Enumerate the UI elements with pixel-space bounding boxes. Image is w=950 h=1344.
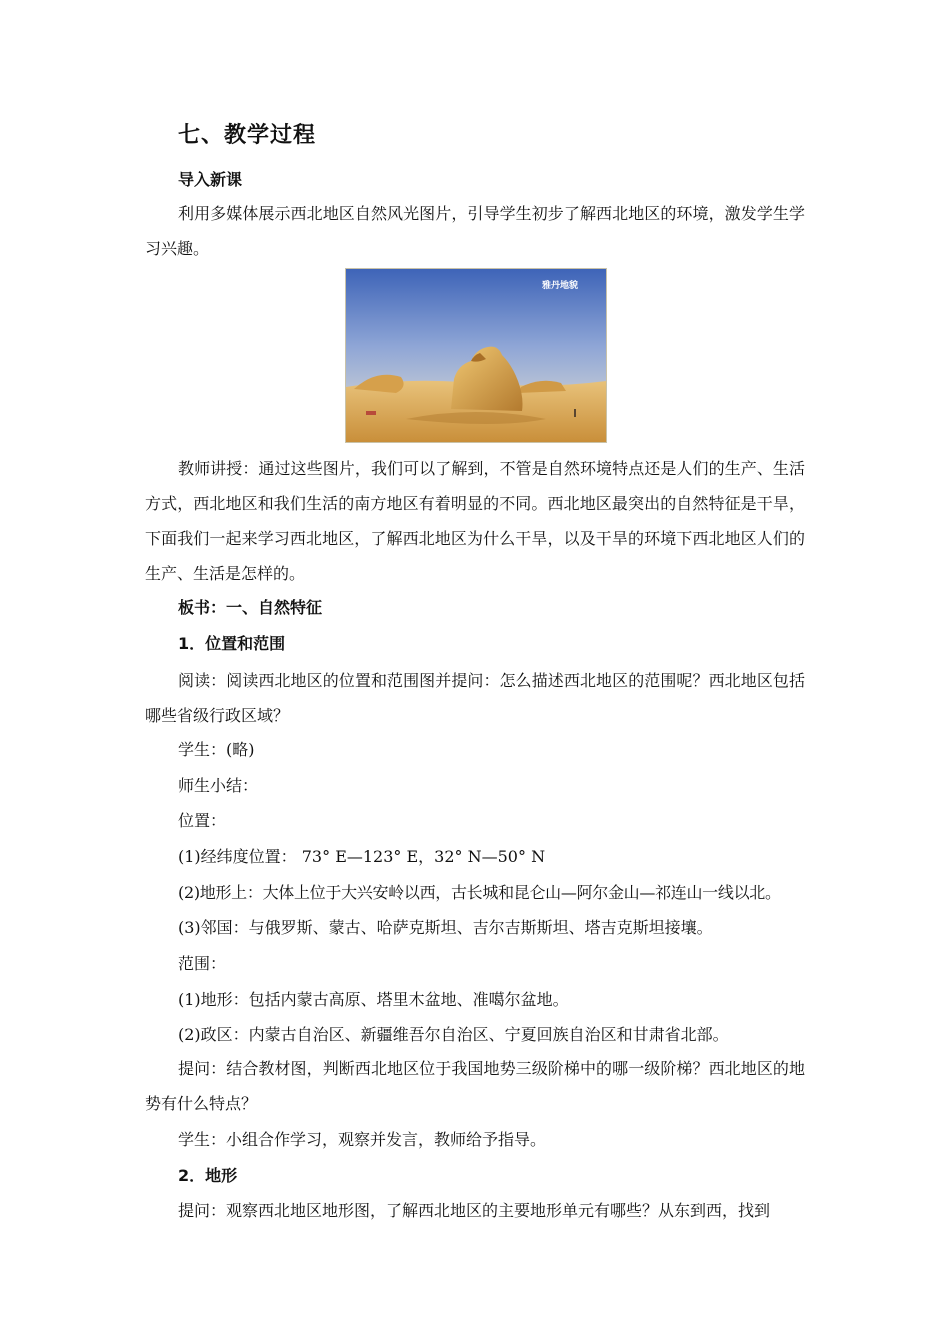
question-paragraph: 提问：结合教材图，判断西北地区位于我国地势三级阶梯中的哪一级阶梯？西北地区的地势有什么特点？ [145, 1059, 805, 1113]
section-title: 七、教学过程 [178, 123, 317, 148]
text-line: (1)经纬度位置： 73° E—123° E，32° N—50° N [178, 847, 546, 866]
yardang-landform-photo [345, 268, 607, 443]
intro-heading: 导入新课 [178, 170, 243, 189]
subsection-1-heading: 1．位置和范围 [178, 634, 286, 653]
text-line: (3)邻国：与俄罗斯、蒙古、哈萨克斯坦、吉尔吉斯斯坦、塔吉克斯坦接壤。 [178, 918, 713, 937]
text-line: 范围： [178, 954, 227, 973]
text-line: 学生：(略) [178, 740, 255, 759]
photo-illustration [346, 269, 606, 442]
subsection-2-heading: 2．地形 [178, 1166, 238, 1185]
text-line: 位置： [178, 811, 227, 830]
text-line: (1)地形：包括内蒙古高原、塔里木盆地、准噶尔盆地。 [178, 990, 569, 1009]
teacher-paragraph: 教师讲授：通过这些图片，我们可以了解到，不管是自然环境特点还是人们的生产、生活方式，西北地区和我们生活的南方地区有着明显的不同。西北地区最突出的自然特征是干旱，下面我们一起来学习西北地区，了解西北地区为什么干旱，以及干旱的环境下西北地区人们的生产、生活是怎样的。 [145, 459, 805, 583]
text-line: 师生小结： [178, 776, 259, 795]
final-paragraph: 提问：观察西北地区地形图，了解西北地区的主要地形单元有哪些？从东到西，找到 [178, 1201, 771, 1220]
text-line: (2)政区：内蒙古自治区、新疆维吾尔自治区、宁夏回族自治区和甘肃省北部。 [178, 1025, 729, 1044]
intro-paragraph: 利用多媒体展示西北地区自然风光图片，引导学生初步了解西北地区的环境，激发学生学习兴趣。 [145, 204, 805, 258]
reading-paragraph: 阅读：阅读西北地区的位置和范围图并提问：怎么描述西北地区的范围呢？西北地区包括哪些省级行政区域？ [145, 671, 805, 725]
text-line: (2)地形上：大体上位于大兴安岭以西，古长城和昆仑山—阿尔金山—祁连山一线以北。 [178, 883, 781, 902]
student-line: 学生：小组合作学习，观察并发言，教师给予指导。 [178, 1130, 547, 1149]
photo-caption: 雅丹地貌 [541, 281, 578, 291]
board-heading: 板书：一、自然特征 [178, 598, 323, 617]
